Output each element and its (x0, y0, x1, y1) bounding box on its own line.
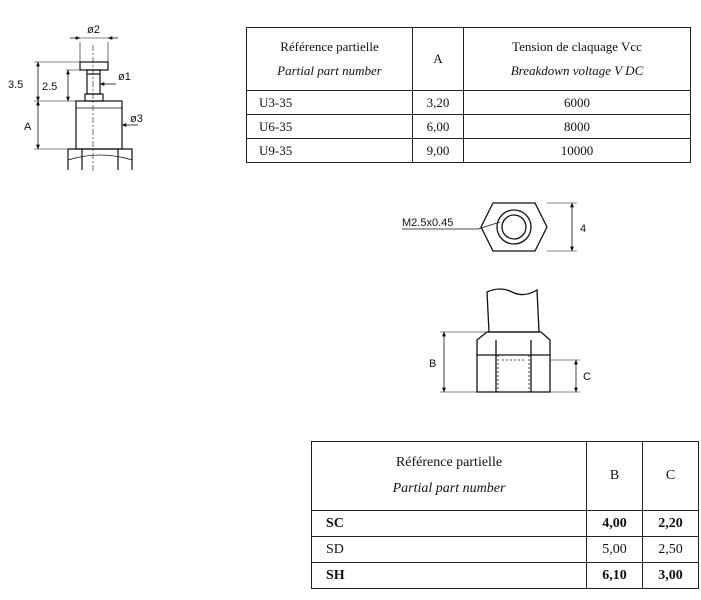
pin-dim-a: A (24, 121, 32, 133)
cell-ref: SD (312, 537, 587, 563)
cell-b: 6,10 (587, 563, 643, 589)
header-a: A (413, 28, 464, 91)
header-c: C (643, 442, 699, 511)
cell-a: 6,00 (413, 115, 464, 139)
header-ref-fr: Référence partielle (395, 455, 503, 470)
header-voltage-fr: Tension de claquage Vcc (512, 39, 642, 54)
pin-drawing (34, 38, 138, 172)
header-ref-fr: Référence partielle (280, 39, 379, 54)
pin-diam-head: ø2 (87, 24, 100, 36)
pin-diam-neck: ø1 (118, 71, 131, 83)
table-row (312, 511, 699, 537)
sleeve-dimensions-table (311, 441, 699, 589)
cell-ref: SH (312, 563, 587, 589)
cell-b: 4,00 (587, 511, 643, 537)
header-ref-en: Partial part number (277, 63, 382, 78)
cell-c: 2,50 (643, 537, 699, 563)
sleeve-dim-b: B (429, 358, 437, 370)
pin-dim-total: 3.5 (8, 79, 24, 91)
table-row (312, 563, 699, 589)
header-ref-cell (247, 28, 413, 91)
cell-a: 3,20 (413, 91, 464, 115)
cell-a: 9,00 (413, 139, 464, 163)
breakdown-voltage-table (246, 27, 691, 163)
header-voltage-cell (464, 28, 691, 91)
table-row (247, 115, 691, 139)
cell-c: 2,20 (643, 511, 699, 537)
cell-voltage: 10000 (464, 139, 691, 163)
table-header-row (312, 442, 699, 511)
cell-b: 5,00 (587, 537, 643, 563)
cell-voltage: 6000 (464, 91, 691, 115)
table-row (247, 139, 691, 163)
table-row (247, 91, 691, 115)
cell-ref: U3-35 (247, 91, 413, 115)
cell-voltage: 8000 (464, 115, 691, 139)
header-ref-en: Partial part number (392, 481, 506, 496)
sleeve-dim-c: C (583, 371, 591, 383)
sleeve-drawing (440, 289, 580, 392)
cell-ref: U6-35 (247, 115, 413, 139)
table-row (312, 537, 699, 563)
pin-dim-head: 2.5 (42, 81, 58, 93)
nut-thread-label: M2.5x0.45 (402, 217, 454, 229)
header-voltage-en: Breakdown voltage V DC (510, 63, 644, 78)
cell-ref: U9-35 (247, 139, 413, 163)
cell-c: 3,00 (643, 563, 699, 589)
cell-ref: SC (312, 511, 587, 537)
pin-diam-body: ø3 (130, 113, 143, 125)
table-header-row (247, 28, 691, 91)
nut-height-label: 4 (580, 223, 587, 235)
header-ref-cell (312, 442, 587, 511)
header-b: B (587, 442, 643, 511)
